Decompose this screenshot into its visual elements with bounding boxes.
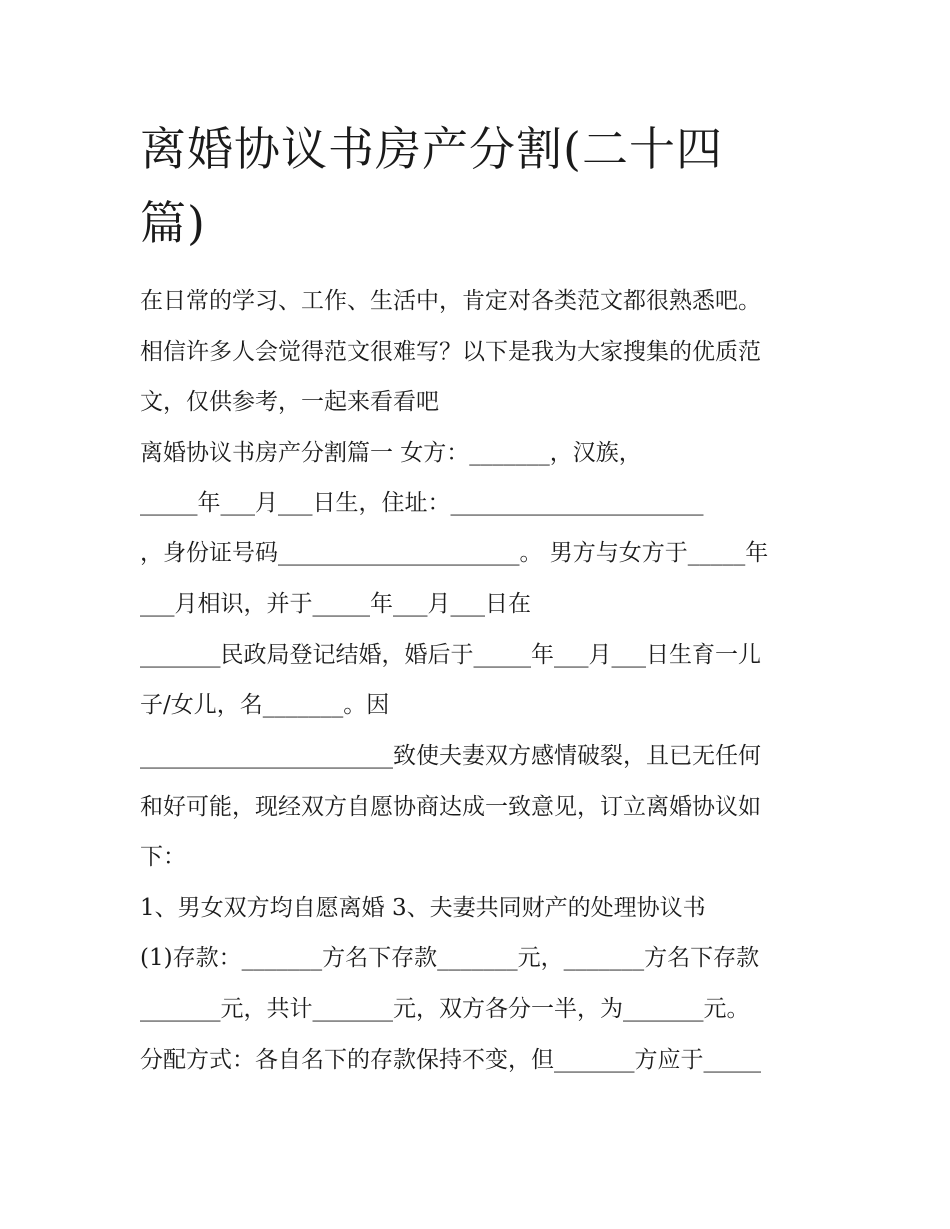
body-line-11: 和好可能，现经双方自愿协商达成一致意见，订立离婚协议如 — [140, 794, 761, 820]
body-line-13: 1、男女双方均自愿离婚 3、夫妻共同财产的处理协议书 — [140, 895, 706, 921]
body-line-1: 在日常的学习、工作、生活中，肯定对各类范文都很熟悉吧。 — [140, 288, 761, 314]
document-title — [140, 112, 840, 260]
body-line-9: 子/女儿，名_______。因 — [140, 692, 390, 718]
body-line-4: 离婚协议书房产分割篇一 女方：_______，汉族， — [140, 440, 642, 466]
body-line-15: _______元，共计_______元，双方各分一半，为_______元。 — [140, 996, 750, 1022]
body-line-7: ___月相识，并于_____年___月___日在 — [140, 591, 531, 617]
body-line-3: 文，仅供参考，一起来看看吧 — [140, 389, 439, 415]
title-line-1: 离婚协议书房产分割(二十四 — [140, 122, 723, 176]
body-line-6: ，身份证号码_____________________。 男方与女方于_____年 — [140, 540, 769, 566]
body-line-10: ______________________致使夫妻双方感情破裂，且已无任何 — [140, 743, 761, 769]
body-line-16: 分配方式：各自名下的存款保持不变，但_______方应于_____ — [140, 1047, 761, 1073]
body-line-12: 下： — [140, 844, 186, 870]
body-line-5: _____年___月___日生，住址：______________________ — [140, 490, 704, 516]
body-line-2: 相信许多人会觉得范文很难写？以下是我为大家搜集的优质范 — [140, 339, 761, 365]
title-line-2: 篇) — [140, 196, 206, 250]
body-line-14: (1)存款：_______方名下存款_______元，_______方名下存款 — [140, 945, 760, 971]
body-line-8: _______民政局登记结婚，婚后于_____年___月___日生育一儿 — [140, 642, 761, 668]
